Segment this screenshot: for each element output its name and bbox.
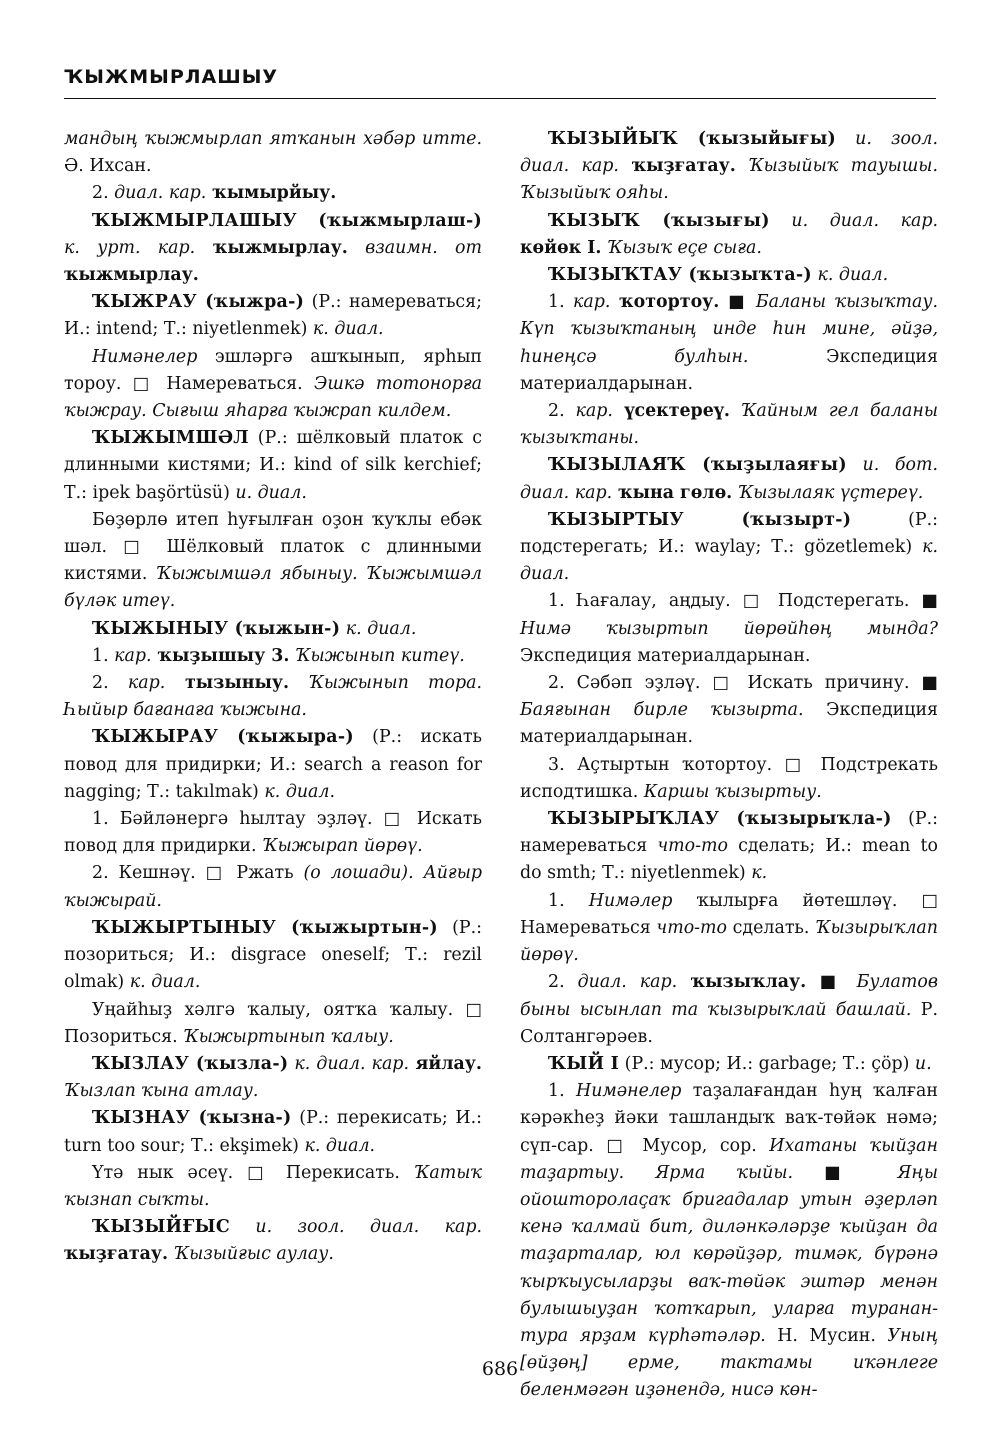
entry-sense: 2. диал. кар. ҡымырйыу.	[92, 183, 337, 204]
entry-sense: 1. кар. ҡотортоу. ■ Баланы ҡызыҡтау. Күп ҡызыҡтаның инде һин мине, әйҙә, һинеңсә булһын. Экспедиция материалдарынан.	[520, 292, 939, 394]
entry-kyzyigys: ҠЫЗЫЙҒЫС и. зоол. диал. кар. ҡыҙғатау. Ҡызыйғыс аулау.	[64, 1217, 482, 1265]
entry-sense: 1. Нимәнелер таҙалағандан һуң ҡалған кәрәкһеҙ йәки ташландыҡ ваҡ-төйәк нәмә; сүп-сар. □ Мусор, сор. Ихатаны ҡыйҙан таҙартыу. Ярма ҡыйы. ■ Яңы ойошторолаҫаҡ бригадалар утын әҙерләп кенә ҡалмай бит, диләнкәләрҙе ҡыйҙан да таҙарталар, юл көрәйҙәр, тимәк, бүрәнә ҡырҡыусыларҙы ваҡ-төйәк эштәр менән булышыуҙан ҡотҡарып, уларға туранан-тура ярҙам күрһәтәләр. Н. Мусин. Уның [өйҙөң] ерме, тактамы иҡәнлеге беленмәгән иҙәнендә, нисә көн-	[520, 1081, 938, 1401]
page-header	[64, 66, 936, 99]
entry-definition: Үтә нык әсеү. □ Перекисать. Ҡатыҡ ҡызнап сыҡты.	[64, 1162, 483, 1210]
left-column	[64, 126, 482, 1269]
entry-kyzhymshal: ҠЫЖЫМШӘЛ (Р.: шёлковый платок с длинными кистями; И.: kind of silk kerchief; Т.: ipek başörtüsü) и. диал.	[64, 428, 482, 503]
entry-sense: 2. кар. үсектереү. Ҡайным гел баланы ҡызыҡтаны.	[520, 401, 938, 449]
entry-sense: 1. Һағалау, аңдыу. □ Подстерегать. ■ Нимә ҡызыртып йөрөйһөң мында? Экспедиция материалдарынан.	[520, 591, 938, 666]
entry-kyzyiyk: ҠЫЗЫЙЫҠ (ҡызыйығы) и. зоол. диал. кар. ҡыҙғатау. Ҡызыйыҡ тауышы. Ҡызыйыҡ ояһы.	[520, 129, 938, 204]
entry-sense: 2. Кешнәү. □ Ржать (о лошади). Айғыр ҡыжырай.	[64, 863, 483, 911]
entry-kyzyryklau: ҠЫЗЫРЫҠЛАУ (ҡызырыҡла-) (Р.: намереваться что-то сделать; И.: mean to do smth; Т.: niyetlenmek) к.	[520, 809, 938, 884]
entry-sense: 2. кар. тызыныу. Ҡыжынып тора. Һыйыр бағанаға ҡыжына.	[64, 673, 482, 721]
running-head: ҠЫЖМЫРЛАШЫУ	[64, 66, 279, 88]
entry-kyzyktau: ҠЫЗЫҠТАУ (ҡызыҡта-) к. диал.	[548, 265, 889, 286]
entry-kyzlau: ҠЫЗЛАУ (ҡызла-) к. диал. кар. яйлау. Ҡызлап ҡына атлау.	[64, 1053, 482, 1102]
entry-kyznau: ҠЫЗНАУ (ҡызна-) (Р.: перекисать; И.: turn too sour; Т.: ekşimek) к. диал.	[64, 1108, 482, 1156]
entry-kyzhrau: ҠЫЖРАУ (ҡыжра-) (Р.: намереваться; И.: intend; Т.: niyetlenmek) к. диал.	[64, 292, 483, 340]
entry-definition: Уңайһыҙ хәлгә ҡалыу, оятҡа ҡалыу. □ Позориться. Ҡыжыртынып ҡалыу.	[64, 999, 482, 1047]
entry-kyzhynyu: ҠЫЖЫНЫУ (ҡыжын-) к. диал.	[92, 618, 417, 639]
entry-sense: 2. диал. кар. ҡызыҡлау. ■ Булатов быны ысынлап та ҡызырыҡлай башлай. Р. Солтангәрәев.	[520, 972, 938, 1047]
entry-sense: 1. Нимәлер ҡылырға йөтешләү. □ Намереваться что-то сделать. Ҡызырыҡлап йөрөү.	[520, 890, 938, 966]
entry-sense: 1. кар. ҡыҙышыу 3. Ҡыжынып китеү.	[92, 645, 465, 666]
entry-sense: 3. Аҫтыртын ҡотортоу. □ Подстрекать исподтишка. Каршы ҡызыртыу.	[520, 754, 938, 802]
entry-kyzylayak: ҠЫЗЫЛАЯҠ (ҡыҙылаяғы) и. бот. диал. кар. ҡына гөлө. Ҡызылаяк үҫтереү.	[520, 455, 939, 503]
entry-sense: 2. Сәбәп эҙләү. □ Искать причину. ■ Баяғынан бирле ҡызырта. Экспедиция материалдарынан.	[520, 673, 939, 748]
entry-kyi: ҠЫЙ I (Р.: мусор; И.: garbage; Т.: çöp) и.	[548, 1053, 932, 1074]
entry-definition: Нимәнелер эшләргә ашҡынып, ярһып тороу. □ Намереваться. Эшкә тотонорға ҡыжрау. Сығыш яһарға ҡыжрап килдем.	[64, 346, 482, 422]
entry-definition: Бөҙөрлө итеп һуғылған оҙон ҡуҡлы ебәк шәл. □ Шёлковый платок с длинными кистями. Ҡыжымшәл ябыныу. Ҡыжымшәл бүләк итеү.	[64, 509, 482, 612]
entry-kyzhyrtynyu: ҠЫЖЫРТЫНЫУ (ҡыжыртын-) (Р.: позориться; И.: disgrace oneself; Т.: rezil olmak) к. диал.	[64, 917, 482, 993]
page-number: 686	[481, 1358, 519, 1380]
entry-kyzhmyrlashyu: ҠЫЖМЫРЛАШЫУ (ҡыжмырлаш-) к. урт. кар. ҡыжмырлау. взаимн. от ҡыжмырлау.	[64, 210, 483, 286]
right-column	[520, 126, 938, 1405]
entry-kyzyk: ҠЫЗЫҠ (ҡызығы) и. диал. кар. көйөк I. Ҡызыҡ еҫе сыға.	[520, 210, 939, 258]
entry-kyzyrtyu: ҠЫЗЫРТЫУ (ҡызырт-) (Р.: подстерегать; И.: waylay; Т.: gözetlemek) к. диал.	[520, 509, 938, 585]
entry-continuation: мандың ҡыжмырлап ятҡанын хәбәр итте. Ә. Ихсан.	[64, 129, 482, 177]
entry-kyzhyrau: ҠЫЖЫРАУ (ҡыжыра-) (Р.: искать повод для придирки; И.: search a reason for nagging; Т.: takılmak) к. диал.	[64, 727, 482, 802]
entry-sense: 1. Бәйләнергә һылтау эҙләү. □ Искать повод для придирки. Ҡыжырап йөрөү.	[64, 809, 482, 857]
